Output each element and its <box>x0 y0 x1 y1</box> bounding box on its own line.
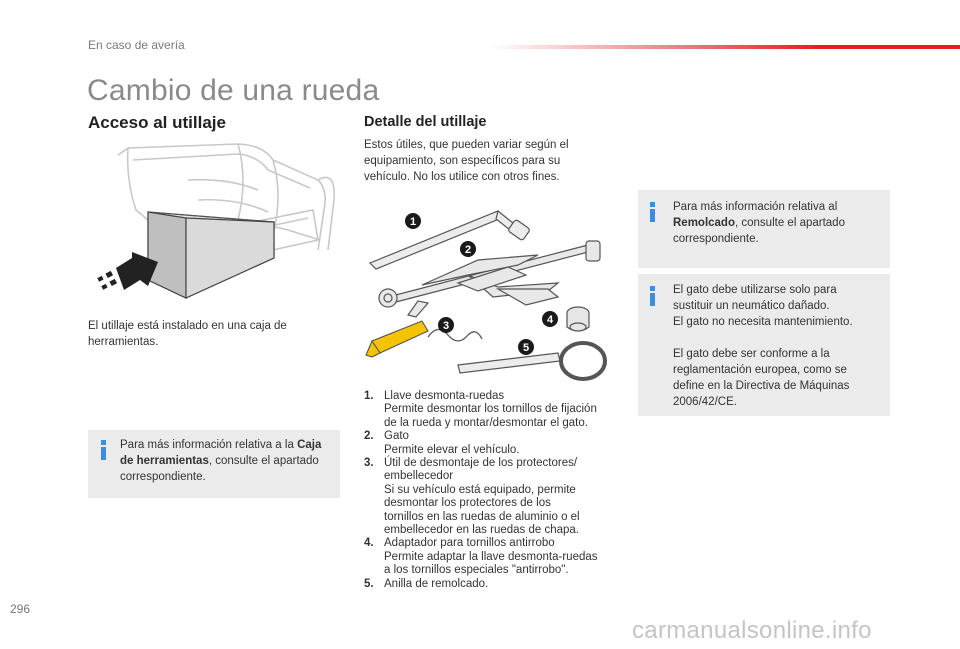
info-box-jack <box>638 274 890 416</box>
info-toolbox-text: Para más información relativa a la Caja de herramientas, consulte el apartado correspondiente. <box>120 439 322 483</box>
callout-4: 4 <box>546 314 554 326</box>
seat-toolbox-illustration <box>88 140 338 300</box>
heading-access-tools: Acceso al utillaje <box>88 113 226 132</box>
page-number: 296 <box>10 602 31 616</box>
info-icon <box>649 202 657 222</box>
info-jack-regulation: El gato debe ser conforme a la reglamentación europea, como se define en la Directiva de Máquinas 2006/42/CE. <box>673 348 850 408</box>
heading-tool-detail: Detalle del utillaje <box>364 114 487 130</box>
toolbox-caption: El utillaje está instalado en una caja de herramientas. <box>88 320 287 348</box>
callout-2: 2 <box>464 244 472 256</box>
list-item: 5. Anilla de remolcado. <box>364 577 489 590</box>
list-item: 1. Llave desmonta-ruedas Permite desmontar los tornillos de fijación de la rueda y montar/desmontar el gato. <box>364 390 597 429</box>
list-item: 2. Gato Permite elevar el vehículo. <box>364 430 520 456</box>
callout-1: 1 <box>409 216 417 228</box>
tool-intro: Estos útiles, que pueden variar según el equipamiento, son específicos para su vehículo. No los utilice con otros fines. <box>364 139 569 183</box>
info-towing-text: Para más información relativa al Remolcado, consulte el apartado correspondiente. <box>673 201 845 245</box>
info-box-toolbox <box>88 430 340 498</box>
callout-3: 3 <box>442 320 450 332</box>
info-icon <box>100 440 108 460</box>
list-item: 4. Adaptador para tornillos antirrobo Permite adaptar la llave desmonta-ruedas a los tornillos especiales "antirrobo". <box>364 537 598 577</box>
list-item: 3. Útil de desmontaje de los protectores/ embellecedor Si su vehículo está equipado, permite desmontar los protectores de los tornillos en las ruedas de aluminio o el embellecedor en las ruedas de chapa. <box>364 457 580 537</box>
page-title: Cambio de una rueda <box>87 74 380 107</box>
callout-5: 5 <box>522 342 530 354</box>
watermark: carmanualsonline.info <box>632 617 872 644</box>
tool-list <box>364 390 614 591</box>
info-box-towing <box>638 190 890 268</box>
tools-illustration <box>358 205 620 387</box>
info-jack-usage: El gato debe utilizarse solo para sustituir un neumático dañado. El gato no necesita mantenimiento. <box>673 284 853 328</box>
section-header: En caso de avería <box>88 38 185 52</box>
info-icon <box>649 286 657 306</box>
header-accent-bar <box>490 45 960 49</box>
